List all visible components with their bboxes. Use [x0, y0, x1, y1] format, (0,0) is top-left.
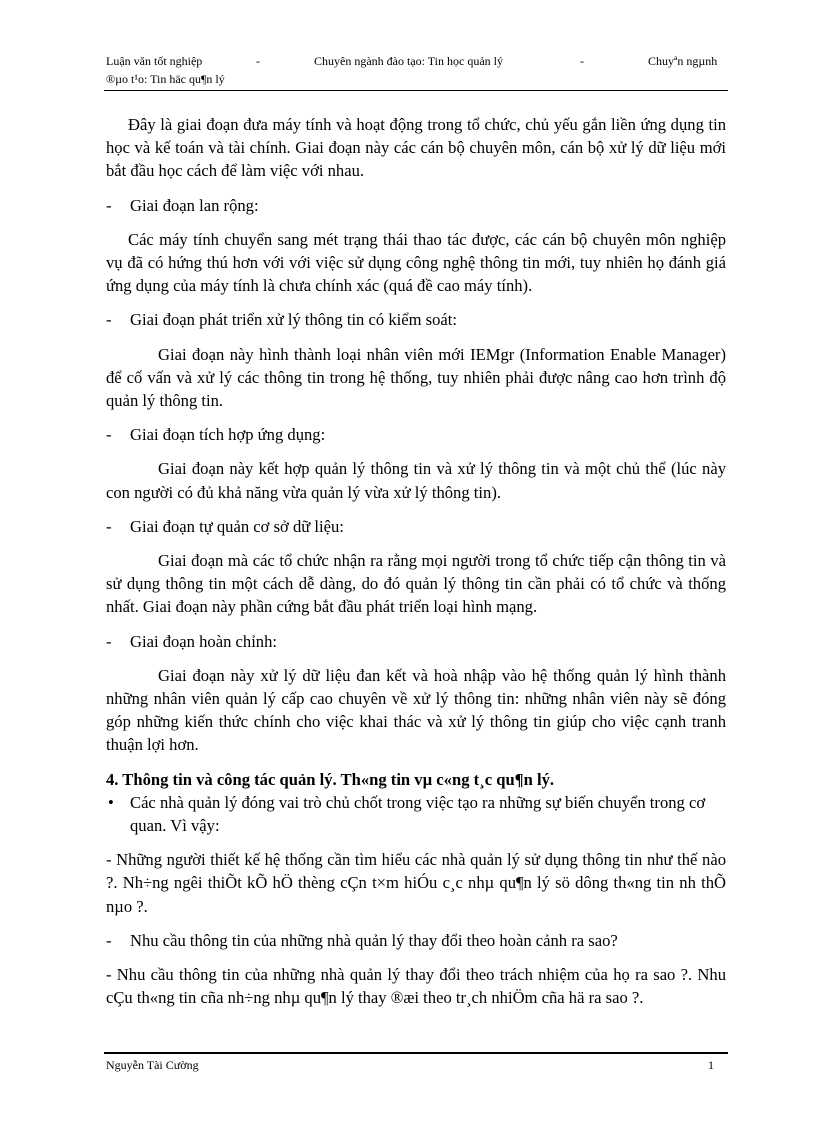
dash-marker: -: [106, 631, 112, 651]
section-heading: 4. Thông tin và công tác quản lý. Th«ng tin vµ c«ng t¸c qu¶n lý.: [106, 769, 555, 789]
bullet-item-text: Các nhà quản lý đóng vai trò chủ chốt trong việc tạo ra những sự biến chuyển trong cơ quan. Vì vậy:: [130, 792, 706, 836]
header-separator: -: [256, 54, 260, 68]
dash-item: [106, 630, 726, 653]
dash-item-text: Giai đoạn phát triển xử lý thông tin có kiểm soát:: [130, 310, 457, 330]
paragraph: - Những người thiết kế hệ thống cần tìm hiểu các nhà quản lý sử dụng thông tin như thế nào ?. Nh÷ng ngêi thiÕt kÕ hÖ thèng cÇn t×m hiÓu c¸c nhµ qu¶n lý sö dông th«ng tin nh thÕ nµo ?.: [106, 850, 726, 916]
dash-marker: -: [106, 930, 112, 950]
header-right: Chuyªn ngµnh: [648, 54, 718, 68]
dash-item: [106, 929, 726, 952]
body-text: [106, 113, 726, 1010]
dash-marker: -: [106, 195, 112, 215]
dash-item: [106, 515, 726, 538]
dash-marker: -: [106, 425, 112, 445]
paragraph: Đây là giai đoạn đưa máy tính và hoạt động trong tổ chức, chủ yếu gắn liền ứng dụng tin học và kế toán và tài chính. Giai đoạn này các cán bộ chuyên môn, cán bộ xử lý dữ liệu mới bắt đầu học cách để làm việc với nhau.: [106, 115, 726, 181]
page-number: 1: [708, 1058, 714, 1072]
dash-item: [106, 194, 726, 217]
header-left: [106, 52, 236, 88]
dash-item: [106, 308, 726, 331]
header-rule: [104, 90, 728, 91]
paragraph: Giai đoạn mà các tổ chức nhận ra rằng mọi người trong tổ chức tiếp cận thông tin và sử dụng thông tin một cách dễ dàng, do đó quản lý thông tin cần phải có tổ chức và thống nhất. Giai đoạn này phần cứng bắt đầu phát triển loại hình mạng.: [106, 551, 726, 617]
dash-marker: -: [106, 310, 112, 330]
footer-author: Nguyễn Tài Cường: [106, 1058, 199, 1072]
paragraph: Giai đoạn này kết hợp quản lý thông tin và xử lý thông tin và một chủ thể (lúc này con người có đủ khả năng vừa quản lý vừa xử lý thông tin).: [106, 459, 726, 502]
paragraph: Các máy tính chuyển sang mét trạng thái thao tác được, các cán bộ chuyên môn nghiệp vụ đã có hứng thú hơn với với việc sử dụng công nghệ thông tin mới, tuy nhiên họ đánh giá ứng dụng của máy tính là chưa chính xác (quá đề cao máy tính).: [106, 229, 726, 296]
dash-item-text: Nhu cầu thông tin của những nhà quản lý thay đổi theo hoàn cảnh ra sao?: [130, 930, 618, 950]
paragraph: - Nhu cầu thông tin của những nhà quản lý thay đổi theo trách nhiệm của họ ra sao ?. Nhu cÇu th«ng tin cña nh÷ng nhµ qu¶n lý thay ®æi theo tr¸ch nhiÖm cña hä ra sao ?.: [106, 965, 726, 1008]
header-separator: -: [580, 54, 584, 68]
footer-rule: [104, 1052, 728, 1054]
dash-item-text: Giai đoạn hoàn chỉnh:: [130, 631, 278, 651]
dash-item-text: Giai đoạn tích hợp ứng dụng:: [130, 425, 326, 445]
dash-item-text: Giai đoạn tự quản cơ sở dữ liệu:: [130, 516, 344, 536]
paragraph: Giai đoạn này hình thành loại nhân viên mới IEMgr (Information Enable Manager) để cố vấn và xử lý các thông tin trong hệ thống, tuy nhiên phải được nâng cao hơn trình độ quản lý thông tin.: [106, 344, 726, 411]
header-left-line2: ®µo t¹o: Tin häc qu¶n lý: [106, 72, 225, 86]
dash-marker: -: [106, 516, 112, 536]
dash-item-text: Giai đoạn lan rộng:: [130, 195, 259, 215]
header-center: Chuyên ngành đào tạo: Tin học quản lý: [314, 54, 503, 68]
bullet-item: [106, 791, 726, 837]
header-left-line1: Luận văn tốt nghiệp: [106, 54, 203, 68]
dash-item: [106, 423, 726, 446]
paragraph: Giai đoạn này xử lý dữ liệu đan kết và hoà nhập vào hệ thống quản lý hình thành những nhân viên quản lý cấp cao chuyên về xử lý thông tin: những nhân viên này sẽ đóng góp những kiến thức chính cho việc khai thác và xử lý thông tin giúp cho việc cạnh tranh thuận lợi hơn.: [106, 665, 726, 755]
bullet-marker: •: [108, 792, 114, 812]
